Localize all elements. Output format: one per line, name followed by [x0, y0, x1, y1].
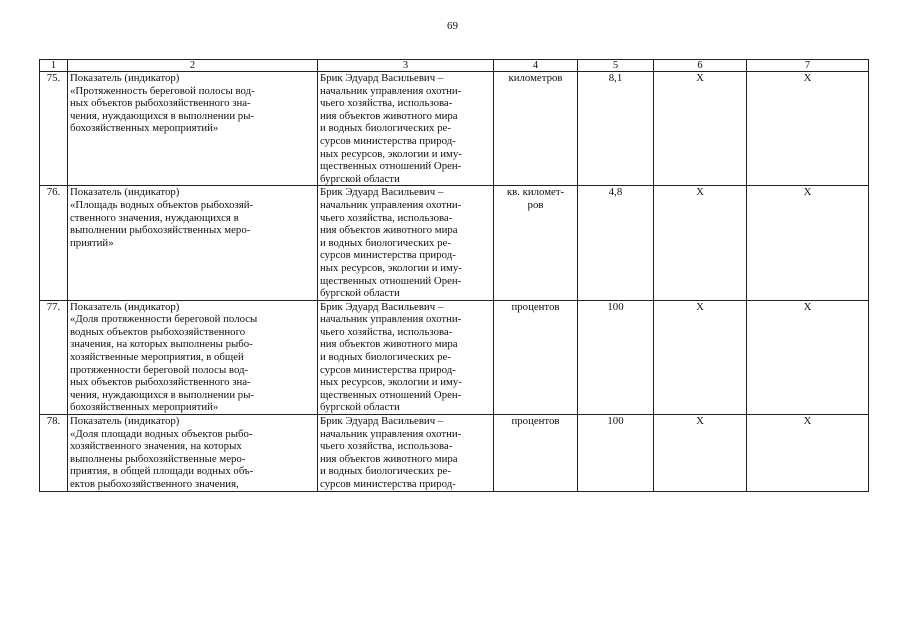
- table-row: [40, 72, 869, 186]
- responsible-line: Брик Эдуард Васильевич –: [320, 186, 444, 199]
- indicator-line: чения, нуждающихся в выполнении ры-: [70, 109, 255, 122]
- table-row: [40, 300, 869, 414]
- indicator-line: бохозяйственных мероприятий»: [70, 401, 219, 414]
- responsible-line: щественных отношений Орен-: [320, 160, 462, 173]
- value-cell: 4,8: [578, 186, 654, 300]
- indicator-cell: [68, 415, 318, 492]
- responsible-line: сурсов министерства природ-: [320, 478, 456, 490]
- indicator-line: ных объектов рыбохозяйственного зна-: [70, 97, 251, 110]
- responsible-line: бургской области: [320, 401, 400, 414]
- responsible-line: бургской области: [320, 287, 400, 300]
- responsible-line: чьего хозяйства, использова-: [320, 325, 453, 338]
- responsible-line: ния объектов животного мира: [320, 109, 458, 122]
- col7-cell: Х: [747, 186, 869, 300]
- header-cell: 1: [40, 60, 68, 72]
- indicator-line: приятий»: [70, 236, 114, 249]
- indicator-cell: [68, 186, 318, 300]
- indicator-line: хозяйственные мероприятия, в общей: [70, 351, 244, 364]
- indicator-line: Показатель (индикатор): [70, 72, 180, 84]
- responsible-line: ния объектов животного мира: [320, 224, 458, 237]
- indicator-line: «Доля протяженности береговой полосы: [70, 313, 258, 326]
- responsible-line: ных ресурсов, экологии и иму-: [320, 261, 462, 274]
- indicator-line: ектов рыбохозяйственного значения,: [70, 478, 239, 490]
- unit-line: ров: [527, 198, 544, 211]
- header-cell: 7: [747, 60, 869, 72]
- responsible-line: Брик Эдуард Васильевич –: [320, 415, 444, 428]
- header-cell: 2: [68, 60, 318, 72]
- responsible-line: сурсов министерства природ-: [320, 134, 456, 147]
- responsible-line: и водных биологических ре-: [320, 465, 451, 478]
- responsible-line: и водных биологических ре-: [320, 122, 451, 135]
- responsible-line: Брик Эдуард Васильевич –: [320, 72, 444, 84]
- indicator-line: чения, нуждающихся в выполнении ры-: [70, 388, 255, 401]
- responsible-line: начальник управления охотни-: [320, 313, 462, 326]
- responsible-line: и водных биологических ре-: [320, 236, 451, 249]
- col7-cell: Х: [747, 415, 869, 492]
- indicator-line: «Протяженность береговой полосы вод-: [70, 84, 255, 97]
- col6-cell: Х: [654, 186, 747, 300]
- responsible-line: начальник управления охотни-: [320, 427, 462, 440]
- header-cell: 4: [494, 60, 578, 72]
- row-number-cell: 76.: [40, 186, 68, 300]
- value-cell: 100: [578, 300, 654, 414]
- responsible-cell: [318, 300, 494, 414]
- responsible-line: щественных отношений Орен-: [320, 388, 462, 401]
- responsible-cell: [318, 415, 494, 492]
- responsible-line: чьего хозяйства, использова-: [320, 97, 453, 110]
- unit-line: километров: [508, 72, 563, 84]
- unit-cell: [494, 415, 578, 492]
- responsible-line: начальник управления охотни-: [320, 84, 462, 97]
- indicator-line: хозяйственного значения, на которых: [70, 440, 242, 453]
- indicator-line: выполнении рыбохозяйственных меро-: [70, 224, 251, 237]
- indicator-line: «Площадь водных объектов рыбохозяй-: [70, 198, 254, 211]
- col7-cell: Х: [747, 300, 869, 414]
- unit-line: кв. километ-: [506, 186, 565, 199]
- indicator-line: значения, на которых выполнены рыбо-: [70, 338, 253, 351]
- responsible-cell: [318, 186, 494, 300]
- indicator-line: бохозяйственных мероприятий»: [70, 122, 219, 135]
- row-number-cell: 78.: [40, 415, 68, 492]
- responsible-line: бургской области: [320, 172, 400, 185]
- responsible-line: начальник управления охотни-: [320, 198, 462, 211]
- indicator-line: Показатель (индикатор): [70, 186, 180, 199]
- responsible-line: чьего хозяйства, использова-: [320, 440, 453, 453]
- indicator-line: протяженности береговой полосы вод-: [70, 363, 249, 376]
- responsible-line: чьего хозяйства, использова-: [320, 211, 453, 224]
- header-cell: 5: [578, 60, 654, 72]
- row-number-cell: 75.: [40, 72, 68, 186]
- indicator-line: приятия, в общей площади водных объ-: [70, 465, 254, 478]
- unit-line: процентов: [511, 300, 560, 313]
- responsible-line: ных ресурсов, экологии и иму-: [320, 147, 462, 160]
- responsible-line: щественных отношений Орен-: [320, 274, 462, 287]
- table-header-row: [40, 60, 869, 72]
- responsible-line: ния объектов животного мира: [320, 452, 458, 465]
- table-row: [40, 186, 869, 300]
- unit-cell: [494, 300, 578, 414]
- indicator-line: Показатель (индикатор): [70, 300, 180, 313]
- page-number: 69: [447, 20, 458, 32]
- row-number-cell: 77.: [40, 300, 68, 414]
- indicator-table: [39, 59, 869, 492]
- unit-cell: [494, 72, 578, 186]
- responsible-line: ных ресурсов, экологии и иму-: [320, 376, 462, 389]
- col6-cell: Х: [654, 72, 747, 186]
- responsible-line: и водных биологических ре-: [320, 351, 451, 364]
- responsible-line: сурсов министерства природ-: [320, 249, 456, 262]
- indicator-line: «Доля площади водных объектов рыбо-: [70, 427, 253, 440]
- indicator-line: водных объектов рыбохозяйственного: [70, 325, 246, 338]
- header-cell: 6: [654, 60, 747, 72]
- col7-cell: Х: [747, 72, 869, 186]
- indicator-line: ственного значения, нуждающихся в: [70, 211, 239, 224]
- indicator-cell: [68, 300, 318, 414]
- indicator-cell: [68, 72, 318, 186]
- responsible-cell: [318, 72, 494, 186]
- indicator-line: ных объектов рыбохозяйственного зна-: [70, 376, 251, 389]
- col6-cell: Х: [654, 415, 747, 492]
- unit-line: процентов: [511, 415, 560, 428]
- col6-cell: Х: [654, 300, 747, 414]
- header-cell: 3: [318, 60, 494, 72]
- indicator-line: выполнены рыбохозяйственные меро-: [70, 452, 246, 465]
- value-cell: 8,1: [578, 72, 654, 186]
- table-row: [40, 415, 869, 492]
- responsible-line: сурсов министерства природ-: [320, 363, 456, 376]
- value-cell: 100: [578, 415, 654, 492]
- responsible-line: Брик Эдуард Васильевич –: [320, 300, 444, 313]
- unit-cell: [494, 186, 578, 300]
- responsible-line: ния объектов животного мира: [320, 338, 458, 351]
- indicator-line: Показатель (индикатор): [70, 415, 180, 428]
